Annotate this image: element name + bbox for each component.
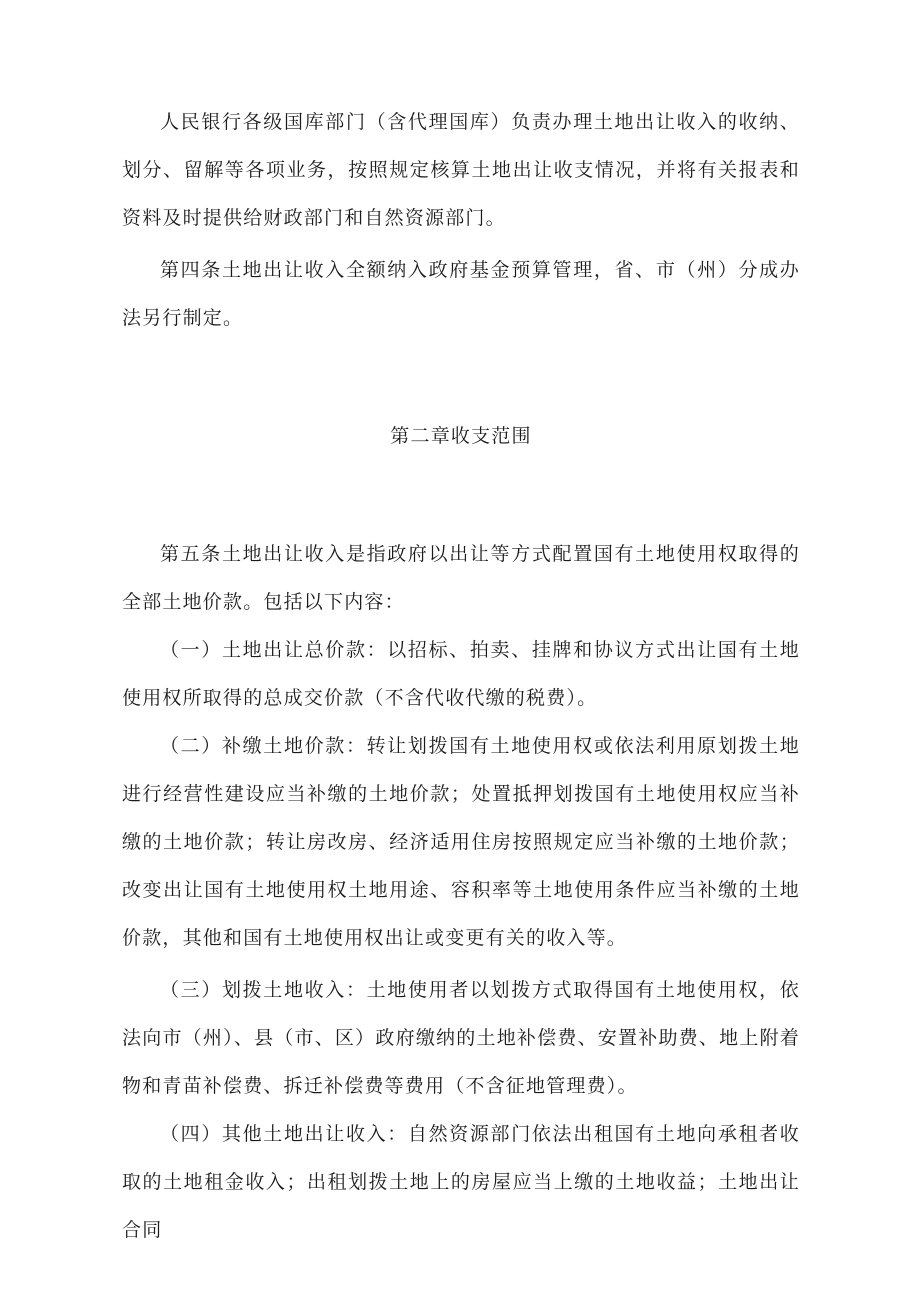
paragraph-treasury-duties: 人民银行各级国库部门（含代理国库）负责办理土地出让收入的收纳、划分、留解等各项业务，按照规定核算土地出让收支情况，并将有关报表和资料及时提供给财政部门和自然资源部门。 xyxy=(122,111,800,229)
paragraph-item-4: （四）其他土地出让收入：自然资源部门依法出租国有土地向承租者收取的土地租金收入；出租划拨土地上的房屋应当上缴的土地收益；土地出让合同 xyxy=(122,1123,800,1241)
chapter-heading: 第二章收支范围 xyxy=(390,425,532,447)
paragraph-article-4: 第四条土地出让收入全额纳入政府基金预算管理，省、市（州）分成办法另行制定。 xyxy=(122,259,800,329)
paragraph-item-2: （二）补缴土地价款：转让划拨国有土地使用权或依法利用原划拨土地进行经营性建设应当补缴的土地价款；处置抵押划拨国有土地使用权应当补缴的土地价款；转让房改房、经济适用住房按照规定应当补缴的土地价款；改变出让国有土地使用权土地用途、容积率等土地使用条件应当补缴的土地价款，其他和国有土地使用权出让或变更有关的收入等。 xyxy=(122,735,800,949)
paragraph-item-1: （一）土地出让总价款：以招标、拍卖、挂牌和协议方式出让国有土地使用权所取得的总成交价款（不含代收代缴的税费）。 xyxy=(122,639,800,709)
paragraph-article-5: 第五条土地出让收入是指政府以出让等方式配置国有土地使用权取得的全部土地价款。包括以下内容： xyxy=(122,543,800,613)
paragraph-item-3: （三）划拨土地收入：土地使用者以划拨方式取得国有土地使用权，依法向市（州）、县（市、区）政府缴纳的土地补偿费、安置补助费、地上附着物和青苗补偿费、拆迁补偿费等费用（不含征地管理费）。 xyxy=(122,979,800,1097)
